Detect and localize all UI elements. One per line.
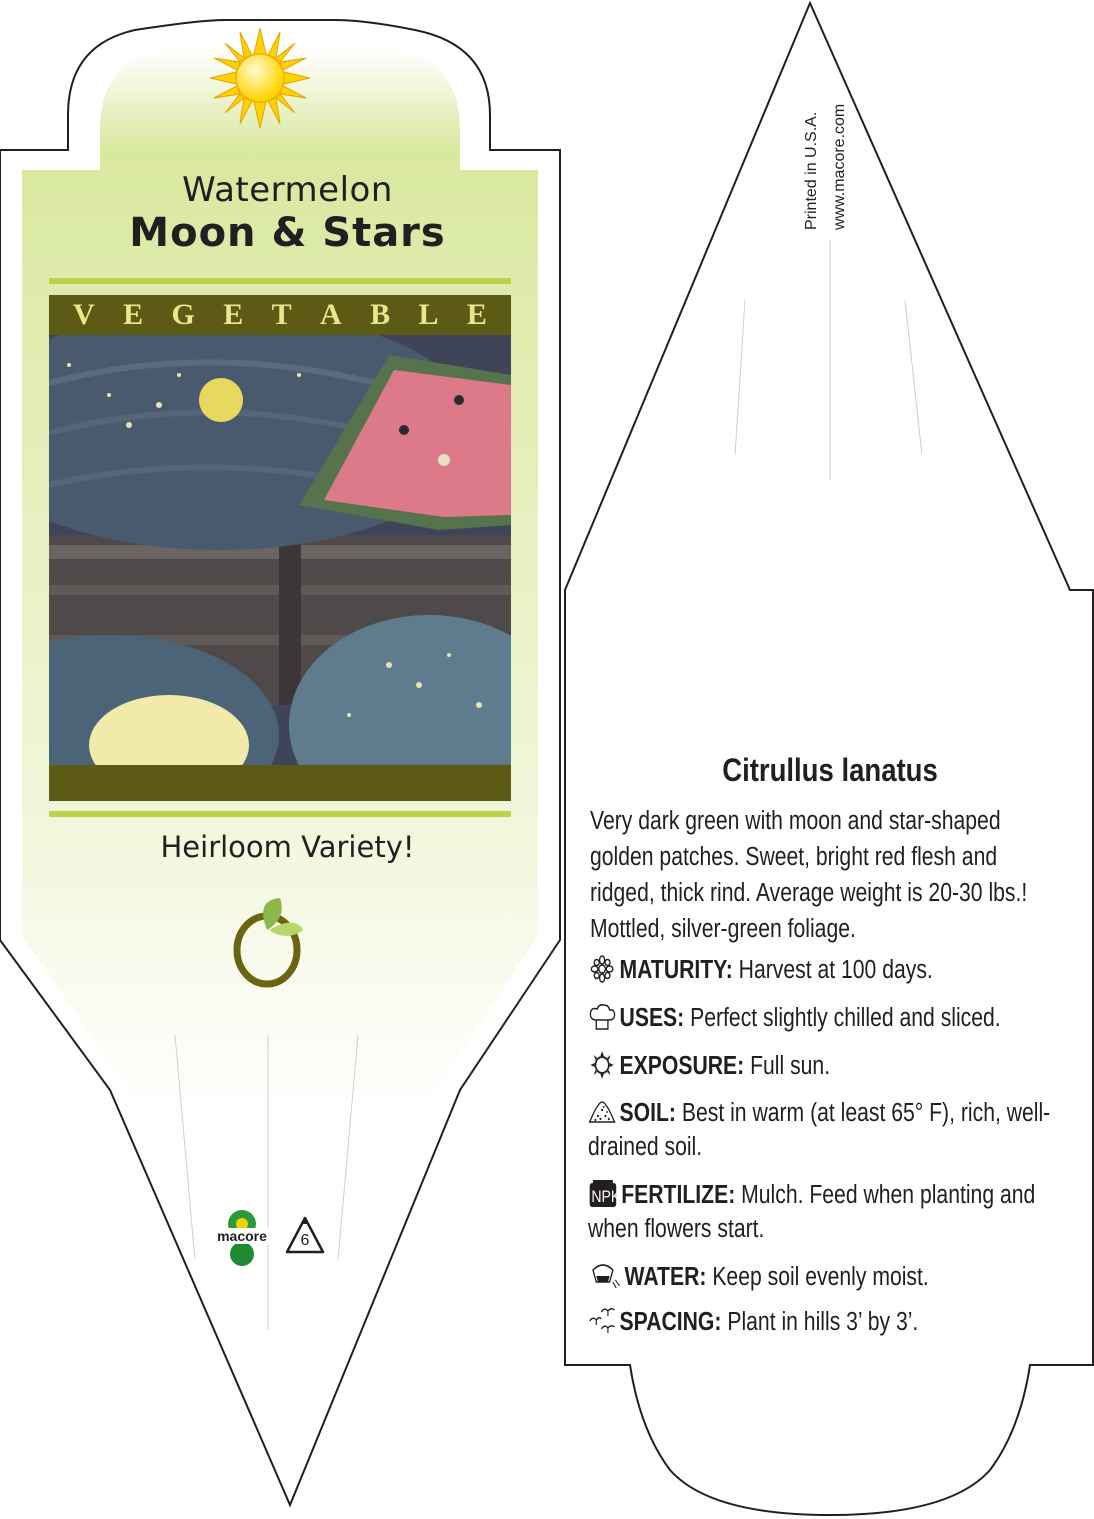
category-letter: E xyxy=(466,298,487,331)
attribute-fertilize xyxy=(588,1178,1053,1246)
category-letter: B xyxy=(370,298,391,331)
variety-name: Moon & Stars xyxy=(129,210,446,256)
category-letter: T xyxy=(271,298,292,331)
attribute-text: Plant in hills 3’ by 3’. xyxy=(727,1308,919,1336)
printed-in-text: Printed in U.S.A. xyxy=(803,111,820,230)
seedling-ring-icon xyxy=(225,890,315,990)
attribute-label: USES: xyxy=(619,1004,685,1032)
recycle-number: 6 xyxy=(300,1232,310,1249)
npk-label: NPK xyxy=(591,1187,621,1206)
flower-icon xyxy=(588,955,616,983)
website-text: www.macore.com xyxy=(831,103,848,230)
seedlings-spacing-icon xyxy=(588,1307,616,1335)
sun-icon xyxy=(210,28,310,128)
soil-pile-icon xyxy=(588,1098,616,1126)
sun-icon xyxy=(588,1051,616,1079)
brand-name: macore xyxy=(207,1228,277,1244)
attribute-text: Mulch. Feed when planting and when flowers start. xyxy=(588,1181,1036,1243)
attribute-water xyxy=(588,1260,1053,1294)
attribute-label: EXPOSURE: xyxy=(619,1052,745,1080)
common-name: Watermelon xyxy=(182,170,393,210)
category-letter: G xyxy=(171,298,195,331)
attribute-uses xyxy=(588,1001,1053,1035)
watering-can-icon xyxy=(588,1262,621,1290)
attribute-label: SPACING: xyxy=(619,1308,722,1336)
category-letter: E xyxy=(223,298,244,331)
category-band xyxy=(49,295,511,335)
attribute-label: SOIL: xyxy=(619,1099,676,1127)
photo-bottom-band xyxy=(49,765,511,801)
attribute-label: WATER: xyxy=(624,1263,707,1291)
front-bottom-stripe xyxy=(49,811,511,817)
attribute-exposure xyxy=(588,1049,1053,1083)
front-top-stripe xyxy=(49,278,511,284)
attribute-label: FERTILIZE: xyxy=(621,1181,736,1209)
category-letter: V xyxy=(73,298,95,331)
chef-hat-icon xyxy=(588,1003,616,1031)
attribute-text: Harvest at 100 days. xyxy=(738,956,933,984)
product-photo xyxy=(49,335,511,765)
attribute-text: Best in warm (at least 65° F), rich, well-drained soil. xyxy=(588,1099,1051,1161)
tagline: Heirloom Variety! xyxy=(160,830,415,864)
attribute-text: Keep soil evenly moist. xyxy=(712,1263,929,1291)
attribute-label: MATURITY: xyxy=(619,956,733,984)
attribute-text: Perfect slightly chilled and sliced. xyxy=(690,1004,1001,1032)
botanical-name: Citrullus lanatus xyxy=(722,752,938,788)
plant-description: Very dark green with moon and star-shaped golden patches. Sweet, bright red flesh and ridged, thick rind. Average weight is 20-30 lbs.! Mottled, silver-green foliage. xyxy=(590,807,1028,943)
macore-logo xyxy=(207,1208,277,1270)
printer-info xyxy=(803,70,863,240)
category-letter: L xyxy=(418,298,439,331)
attribute-spacing xyxy=(588,1305,1053,1339)
attribute-text: Full sun. xyxy=(750,1052,831,1080)
attribute-soil xyxy=(588,1096,1053,1164)
category-letter: A xyxy=(320,298,342,331)
attribute-maturity xyxy=(588,953,1053,987)
category-letter: E xyxy=(123,298,144,331)
